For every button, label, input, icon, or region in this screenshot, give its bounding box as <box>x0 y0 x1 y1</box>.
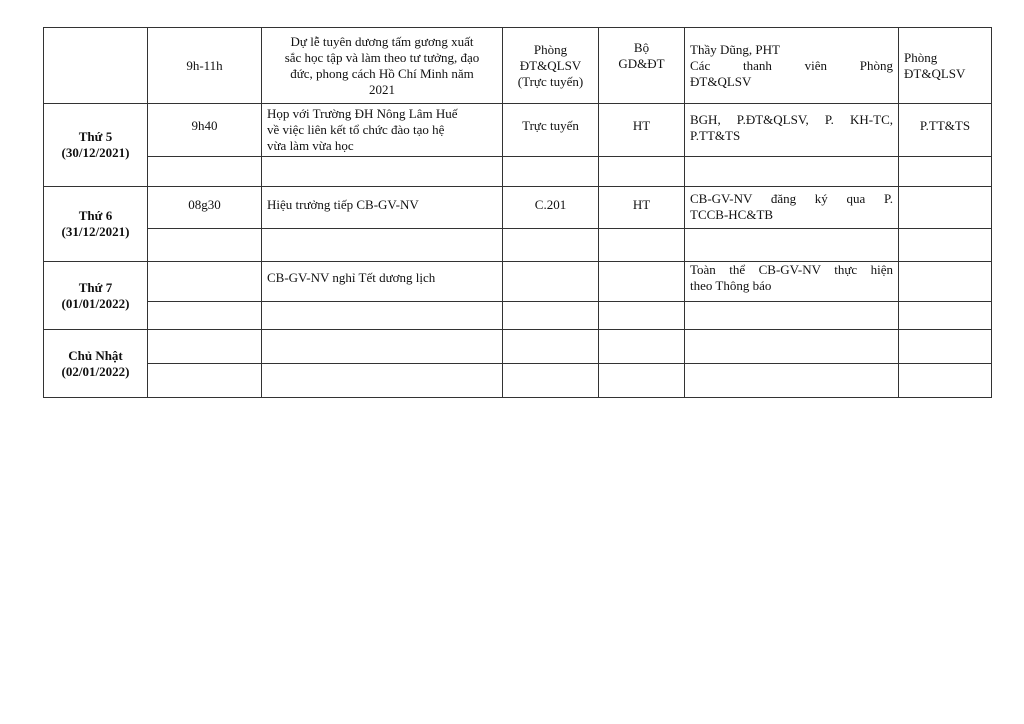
participants-line: P.TT&TS <box>690 128 741 143</box>
time-cell: 08g30 <box>148 187 262 229</box>
day-name: Chủ Nhật <box>68 347 123 363</box>
prep-line: ĐT&QLSV <box>904 65 966 81</box>
empty-cell <box>148 262 262 302</box>
day-date: (01/01/2022) <box>61 295 130 311</box>
participants-line: Các thanh viên Phòng <box>690 57 893 73</box>
table-row <box>44 330 992 364</box>
empty-cell <box>148 229 262 262</box>
empty-cell <box>899 364 992 398</box>
location-cell: Trực tuyến <box>503 104 599 157</box>
table-row <box>44 262 992 302</box>
location-cell <box>503 28 599 104</box>
participants-line: BGH, P.ĐT&QLSV, P. KH-TC, <box>690 112 893 127</box>
empty-cell <box>503 229 599 262</box>
day-date: (02/01/2022) <box>61 363 130 379</box>
location-line: Phòng <box>533 41 568 57</box>
day-name: Thứ 7 <box>78 279 113 295</box>
day-cell <box>44 104 148 187</box>
day-cell <box>44 187 148 262</box>
empty-cell <box>899 229 992 262</box>
empty-cell <box>599 364 685 398</box>
participants-cell <box>685 262 899 302</box>
table-row-empty <box>44 157 992 187</box>
empty-cell <box>503 302 599 330</box>
day-date: (31/12/2021) <box>61 224 130 239</box>
participants-line: Thầy Dũng, PHT <box>690 41 780 57</box>
empty-cell <box>148 157 262 187</box>
day-cell-empty <box>44 28 148 104</box>
host-cell: HT <box>599 187 685 229</box>
content-cell: CB-GV-NV nghỉ Tết dương lịch <box>262 262 503 302</box>
content-cell <box>262 28 503 104</box>
content-cell: Hiệu trưởng tiếp CB-GV-NV <box>262 187 503 229</box>
content-line: Họp với Trường ĐH Nông Lâm Huế <box>267 106 458 121</box>
host-line: Bộ <box>633 40 650 55</box>
empty-cell <box>899 330 992 364</box>
content-line: 2021 <box>369 81 395 97</box>
content-line: vừa làm vừa học <box>267 138 354 153</box>
empty-cell <box>899 157 992 187</box>
participants-cell <box>685 28 899 104</box>
time-cell: 9h-11h <box>148 28 262 104</box>
empty-cell <box>503 330 599 364</box>
location-line: (Trực tuyến) <box>517 73 584 89</box>
empty-cell <box>262 229 503 262</box>
prep-cell <box>899 28 992 104</box>
empty-cell <box>148 302 262 330</box>
participants-line: TCCB-HC&TB <box>690 207 774 222</box>
empty-cell <box>262 330 503 364</box>
participants-line: CB-GV-NV đăng ký qua P. <box>690 191 893 206</box>
day-name: Thứ 6 <box>78 208 113 223</box>
empty-cell <box>599 262 685 302</box>
empty-cell <box>503 364 599 398</box>
empty-cell <box>599 302 685 330</box>
content-line: về việc liên kết tổ chức đào tạo hệ <box>267 122 445 137</box>
empty-cell <box>685 302 899 330</box>
prep-cell: P.TT&TS <box>899 104 992 157</box>
empty-cell <box>599 330 685 364</box>
location-line: ĐT&QLSV <box>519 57 582 73</box>
empty-cell <box>685 229 899 262</box>
empty-cell <box>899 187 992 229</box>
content-line: sắc học tập và làm theo tư tưởng, đạo <box>284 49 480 65</box>
participants-line: ĐT&QLSV <box>690 73 752 89</box>
empty-cell <box>685 157 899 187</box>
empty-cell <box>685 364 899 398</box>
day-cell <box>44 262 148 330</box>
empty-cell <box>503 262 599 302</box>
participants-cell <box>685 104 899 157</box>
table-row-empty <box>44 229 992 262</box>
content-line: đức, phong cách Hồ Chí Minh năm <box>290 65 474 81</box>
time-cell: 9h40 <box>148 104 262 157</box>
empty-cell <box>899 302 992 330</box>
content-line: Dự lễ tuyên dương tấm gương xuất <box>290 33 474 49</box>
prep-line: Phòng <box>904 49 938 65</box>
table-row <box>44 28 992 104</box>
empty-cell <box>599 229 685 262</box>
day-date: (30/12/2021) <box>61 145 130 160</box>
participants-cell <box>685 187 899 229</box>
empty-cell <box>148 364 262 398</box>
table-row-empty <box>44 302 992 330</box>
host-line: GD&ĐT <box>618 56 665 71</box>
participants-line: theo Thông báo <box>690 278 772 293</box>
empty-cell <box>685 330 899 364</box>
empty-cell <box>148 330 262 364</box>
empty-cell <box>899 262 992 302</box>
empty-cell <box>262 364 503 398</box>
day-cell <box>44 330 148 398</box>
day-name: Thứ 5 <box>78 129 113 144</box>
host-cell <box>599 28 685 104</box>
empty-cell <box>262 302 503 330</box>
table-row-empty <box>44 364 992 398</box>
host-cell: HT <box>599 104 685 157</box>
location-cell: C.201 <box>503 187 599 229</box>
table-row <box>44 104 992 157</box>
empty-cell <box>503 157 599 187</box>
schedule-table <box>43 27 992 398</box>
table-row <box>44 187 992 229</box>
empty-cell <box>599 157 685 187</box>
content-cell <box>262 104 503 157</box>
participants-line: Toàn thể CB-GV-NV thực hiện <box>690 262 893 277</box>
empty-cell <box>262 157 503 187</box>
